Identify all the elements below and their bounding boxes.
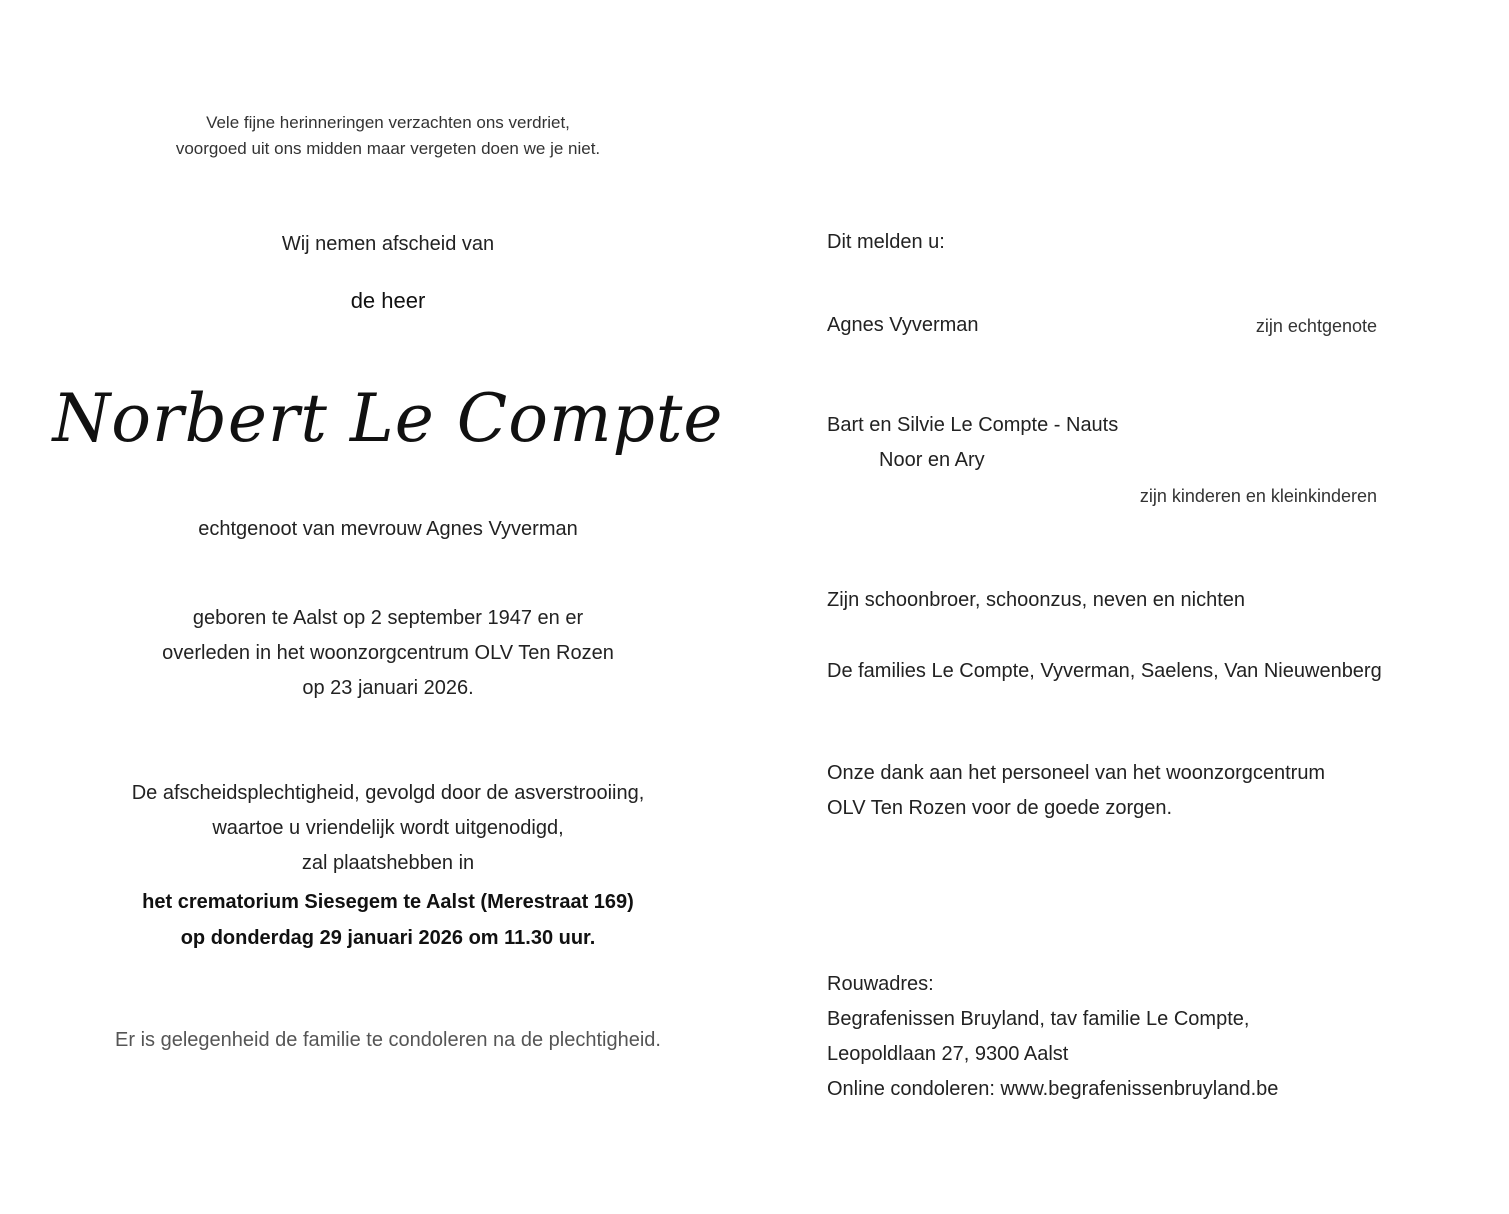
birth-line-1: geboren te Aalst op 2 september 1947 en er (192, 607, 584, 629)
thanks-line-1: Onze dank aan het personeel van het woonzorgcentrum (827, 762, 1326, 784)
address-line-2: Leopoldlaan 27, 9300 Aalst (827, 1043, 1069, 1065)
address-line-1: Begrafenissen Bruyland, tav familie Le Compte, (827, 1008, 1250, 1030)
address-label: Rouwadres: (827, 973, 934, 995)
quote-line-2: voorgoed uit ons midden maar vergeten doen we je niet. (175, 139, 601, 158)
location-line-1: het crematorium Siesegem te Aalst (Merestraat 169) (142, 891, 634, 913)
children-line: Bart en Silvie Le Compte - Nauts (827, 414, 1119, 436)
condolence-note: Er is gelegenheid de familie te condoleren na de plechtigheid. (115, 1029, 661, 1051)
deceased-name: Norbert Le Compte (52, 380, 724, 457)
online-condolence-line: Online condoleren: www.begrafenissenbruyland.be (827, 1078, 1279, 1100)
spouse-line: echtgenoot van mevrouw Agnes Vyverman (198, 518, 578, 540)
spouse-name: Agnes Vyverman (827, 314, 979, 336)
in-laws-line: Zijn schoonbroer, schoonzus, neven en nichten (827, 589, 1246, 611)
announce-text: Dit melden u: (827, 231, 945, 253)
title-text: de heer (350, 288, 426, 313)
birth-line-2: overleden in het woonzorgcentrum OLV Ten Rozen (162, 642, 614, 664)
location-line-2: op donderdag 29 januari 2026 om 11.30 uur. (180, 927, 596, 949)
intro-text: Wij nemen afscheid van (281, 233, 495, 255)
birth-line-3: op 23 januari 2026. (302, 677, 474, 699)
children-role: zijn kinderen en kleinkinderen (1139, 486, 1377, 506)
ceremony-line-3: zal plaatshebben in (301, 852, 475, 874)
spouse-role: zijn echtgenote (1255, 316, 1377, 336)
ceremony-line-2: waartoe u vriendelijk wordt uitgenodigd, (212, 817, 564, 839)
grandchildren-line: Noor en Ary (879, 449, 985, 471)
families-line: De families Le Compte, Vyverman, Saelens, Van Nieuwenberg (827, 660, 1382, 682)
ceremony-line-1: De afscheidsplechtigheid, gevolgd door de asverstrooiing, (131, 782, 645, 804)
quote-line-1: Vele fijne herinneringen verzachten ons verdriet, (206, 113, 570, 132)
thanks-line-2: OLV Ten Rozen voor de goede zorgen. (827, 797, 1173, 819)
